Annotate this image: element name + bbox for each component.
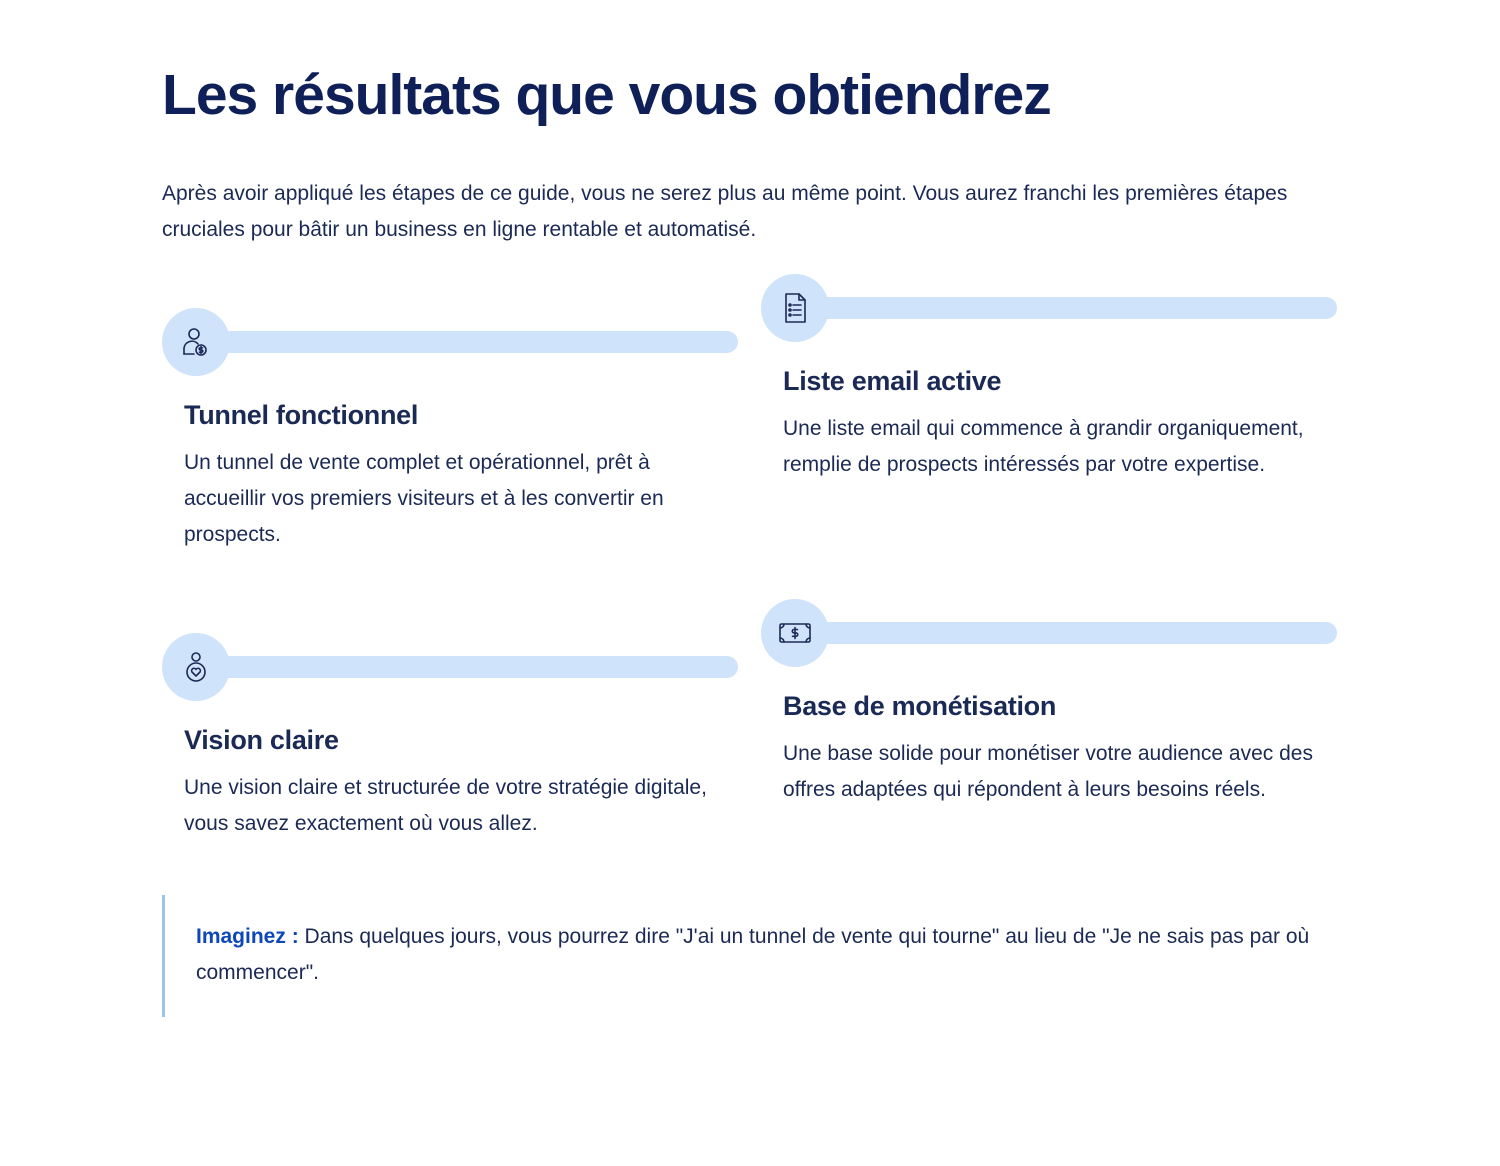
card-header [761, 599, 1337, 667]
intro-paragraph: Après avoir appliqué les étapes de ce guide, vous ne serez plus au même point. Vous aurez franchi les premières étapes cruciales pour bâtir un business en ligne rentable et automatisé. [162, 182, 1288, 241]
callout-label: Imaginez : [196, 925, 299, 948]
card-bar [791, 297, 1337, 319]
callout-text: Dans quelques jours, vous pourrez dire "J'ai un tunnel de vente qui tourne" au lieu de "Je ne sais pas par où commencer". [196, 925, 1310, 984]
card-bar [192, 656, 738, 678]
card-text: Un tunnel de vente complet et opérationnel, prêt à accueillir vos premiers visiteurs et à les convertir en prospects. [184, 451, 664, 546]
card-title: Tunnel fonctionnel [184, 400, 419, 430]
card-title: Base de monétisation [783, 691, 1057, 721]
card-header [162, 633, 738, 701]
card-text: Une vision claire et structurée de votre stratégie digitale, vous savez exactement où vous allez. [184, 776, 707, 835]
imagine-callout [162, 895, 1338, 1017]
page-title: Les résultats que vous obtiendrez [162, 63, 1051, 127]
card-title: Vision claire [184, 725, 339, 755]
card-monetisation [761, 599, 1337, 808]
card-bar [791, 622, 1337, 644]
card-vision [162, 633, 738, 842]
card-header [162, 308, 738, 376]
card-text: Une liste email qui commence à grandir organiquement, remplie de prospects intéressés par votre expertise. [783, 417, 1304, 476]
banknote-icon [761, 599, 829, 667]
card-email-list [761, 274, 1337, 483]
person-heart-icon [162, 633, 230, 701]
document-list-icon [761, 274, 829, 342]
card-text: Une base solide pour monétiser votre audience avec des offres adaptées qui répondent à leurs besoins réels. [783, 742, 1313, 801]
card-bar [192, 331, 738, 353]
card-title: Liste email active [783, 366, 1002, 396]
person-money-icon [162, 308, 230, 376]
card-header [761, 274, 1337, 342]
card-tunnel [162, 308, 738, 553]
